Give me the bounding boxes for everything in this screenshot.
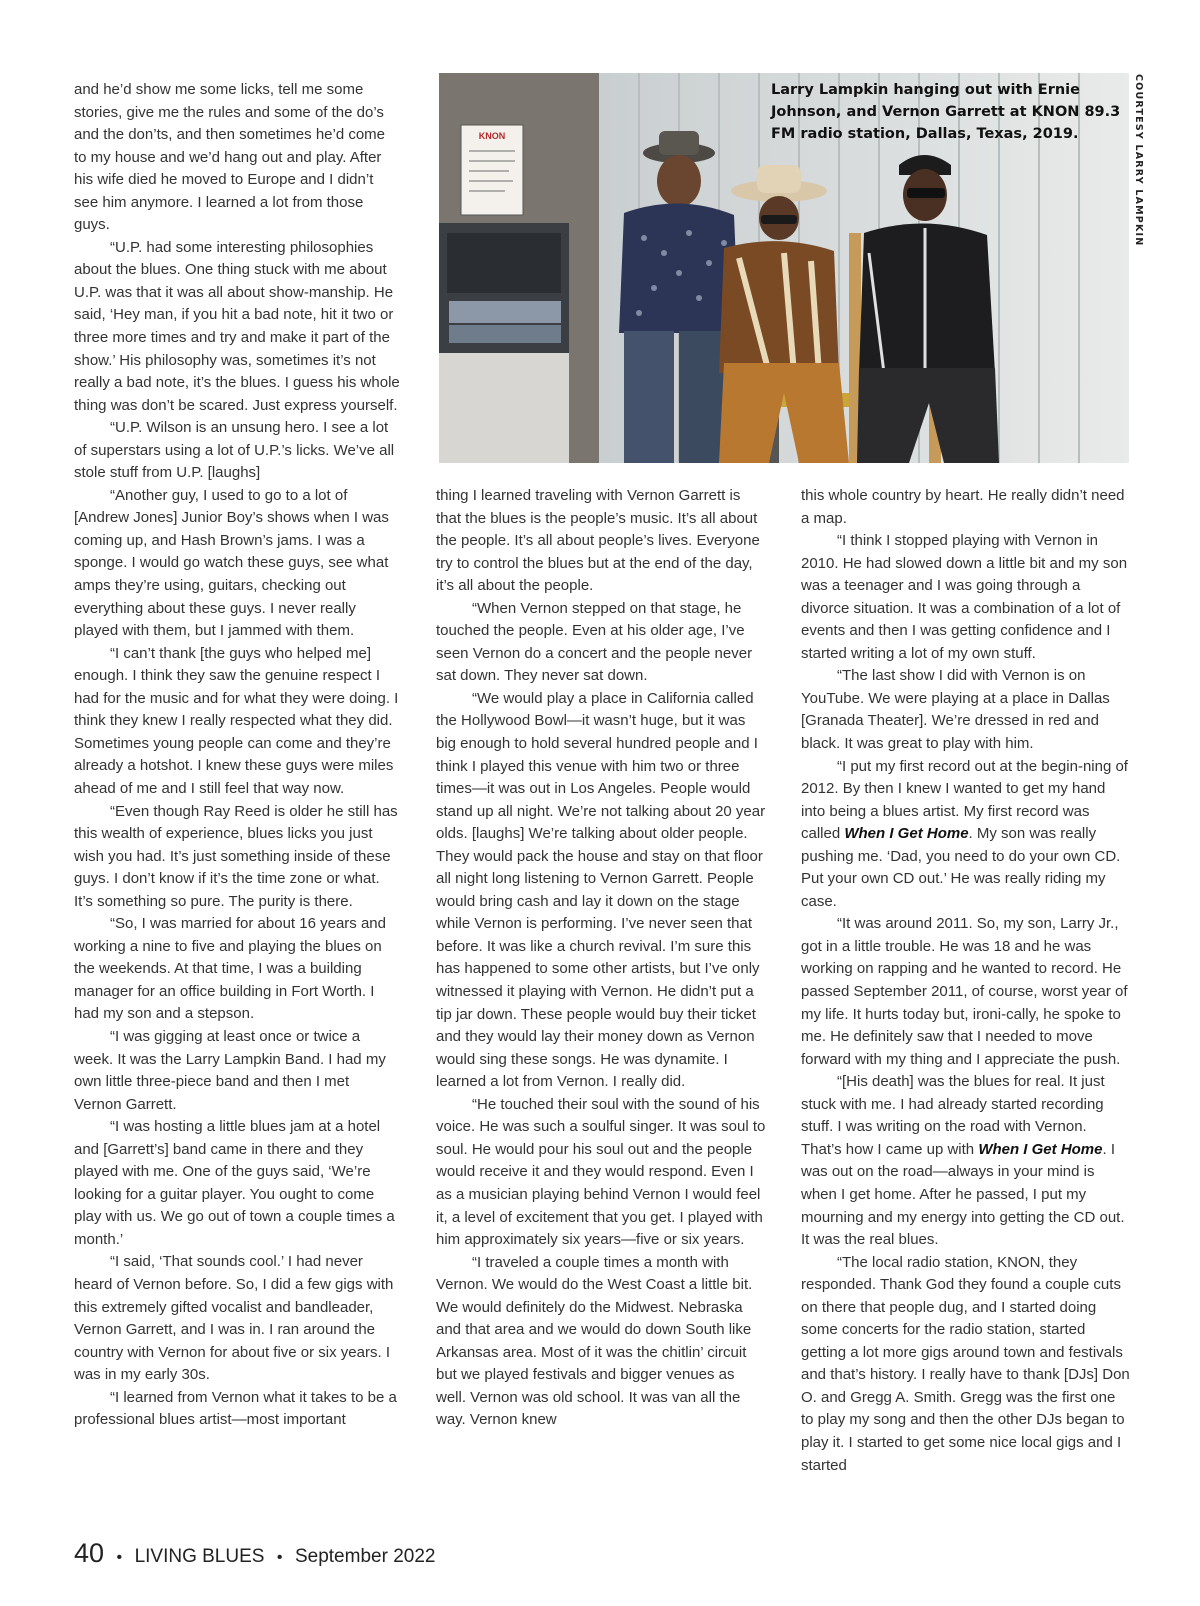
folio-bullet: •: [116, 1549, 123, 1566]
article-paragraph: [74, 485, 400, 643]
paragraph-text: “I traveled a couple times a month with Vernon. We would do the West Coast a little bit. We would definitely do the Midwest. Nebraska and that area and we would do down South like Arkansas area. Most of it was the chitlin’ circuit but we played festivals and bigger venues as well. Vernon was old school. It was van all the way. Vernon knew: [436, 1253, 753, 1429]
article-paragraph: [436, 1094, 766, 1252]
album-title: When I Get Home: [978, 1140, 1103, 1158]
article-paragraph: [801, 1071, 1131, 1251]
article-paragraph: [436, 1252, 766, 1432]
page-number: 40: [74, 1538, 105, 1568]
paragraph-text: “I said, ‘That sounds cool.’ I had never heard of Vernon before. So, I did a few gigs with this extremely gifted vocalist and bandleader, Vernon Garrett, and I was in. I ran around the country with Vernon for about five or six years. I was in my early 30s.: [74, 1253, 394, 1384]
article-paragraph: [74, 1116, 400, 1251]
photo-caption: Larry Lampkin hanging out with Ernie Johnson, and Vernon Garrett at KNON 89.3 FM radio station, Dallas, Texas, 2019.: [771, 82, 1121, 142]
article-paragraph: [74, 1026, 400, 1116]
paragraph-text: “U.P. had some interesting philosophies about the blues. One thing stuck with me about U.P. was that it was all about show-manship. He said, ‘Hey man, if you hit a bad note, hit it two or three more times and try and make it part of the show.’ His philosophy was, sometimes it’s not really a bad note, it’s the blues. I guess his whole thing was don’t be scared. Just express yourself.: [74, 238, 400, 414]
paragraph-text: . My son was really pushing me. ‘Dad, you need to do your own CD. Put your own CD out.’ He was really riding my case.: [801, 825, 1121, 910]
folio-bullet: •: [276, 1549, 283, 1566]
article-paragraph: [801, 756, 1131, 914]
paragraph-text: “We would play a place in California called the Hollywood Bowl—it wasn’t huge, but it was big enough to hold several hundred people and I think I played this venue with him two or three times—it was out in Los Angeles. People would stand up all night. We’re not talking about 20 year olds. [laughs] We’re talking about older people. They would pack the house and stay on that floor all night long listening to Vernon Garrett. People would bring cash and lay it down on the stage while Vernon is performing. I’ve never seen that before. It was like a church revival. I’m sure this has happened to some other artists, but I’ve only witnessed it playing with Vernon. He didn’t put a tip jar down. These people would buy their ticket and they would lay their money down as Vernon would sing these songs. He was dynamite. I learned a lot from Vernon. I really did.: [436, 689, 766, 1091]
article-paragraph: [74, 801, 400, 914]
article-paragraph: [74, 643, 400, 801]
article-paragraph: [74, 79, 400, 237]
page-folio: [74, 1538, 435, 1569]
issue-date: September 2022: [294, 1546, 436, 1567]
paragraph-text: “I put my first record out at the begin-ning of 2012. By then I knew I wanted to get my hand into being a blues artist. My first record was called: [801, 757, 1128, 843]
paragraph-text: “I think I stopped playing with Vernon in 2010. He had slowed down a little bit and my son was a teenager and I was going through a divorce situation. It was a combination of a lot of events and then I was getting confidence and I started writing a lot of my own stuff.: [801, 532, 1128, 662]
article-paragraph: [801, 1252, 1131, 1477]
paragraph-text: “I was hosting a little blues jam at a hotel and [Garrett’s] band came in there and they played with me. One of the guys said, ‘We’re looking for a guitar player. You ought to come play with us. We go out of town a couple times a month.’: [74, 1118, 395, 1248]
paragraph-text: and he’d show me some licks, tell me some stories, give me the rules and some of the do’s and the don’ts, and then sometimes he’d come to my house and we’d hang out and play. After his wife died he moved to Europe and I didn’t see him anymore. I learned a lot from those guys.: [74, 81, 386, 234]
article-paragraph: [74, 237, 400, 417]
article-paragraph: [436, 485, 766, 598]
paragraph-text: “It was around 2011. So, my son, Larry Jr., got in a little trouble. He was 18 and he was working on rapping and he wanted to record. He passed September 2011, of course, worst year of my life. It hurts today but, ironi-cally, he spoke to me. He definitely saw that I needed to move forward with my thing and I appreciate the push.: [801, 915, 1128, 1068]
article-paragraph: [74, 913, 400, 1026]
article-column-3: [801, 485, 1131, 1477]
paragraph-text: “I learned from Vernon what it takes to be a professional blues artist—most important: [74, 1388, 397, 1429]
article-paragraph: [436, 598, 766, 688]
photo-credit: COURTESY LARRY LAMPKIN: [1133, 74, 1144, 247]
album-title: When I Get Home: [844, 825, 969, 843]
article-paragraph: [801, 530, 1131, 665]
article-column-1: [74, 79, 400, 1432]
paragraph-text: “The local radio station, KNON, they responded. Thank God they found a couple cuts on there that people dug, and I started doing some concerts for the radio station, started getting a lot more gigs around town and festivals and that’s history. I really have to thank [DJs] Don O. and Gregg A. Smith. Gregg was the first one to play my song and then the other DJs began to play it. I started to get some nice local gigs and I started: [801, 1253, 1130, 1474]
paragraph-text: thing I learned traveling with Vernon Garrett is that the blues is the people’s music. It’s all about the people. It’s all about people’s lives. Everyone try to control the blues but at the end of the day, it’s all about the people.: [436, 487, 760, 595]
paragraph-text: “U.P. Wilson is an unsung hero. I see a lot of superstars using a lot of U.P.’s licks. We’ve all stole stuff from U.P. [laughs]: [74, 419, 395, 482]
magazine-name: LIVING BLUES: [134, 1546, 265, 1567]
paragraph-text: “[His death] was the blues for real. It just stuck with me. I had already started recording stuff. I was writing on the road with Vernon. That’s how I came up with: [801, 1073, 1105, 1158]
paragraph-text: “When Vernon stepped on that stage, he touched the people. Even at his older age, I’ve seen Vernon do a concert and the people never sat down. They never sat down.: [436, 599, 753, 685]
article-paragraph: [801, 913, 1131, 1071]
paragraph-text: “The last show I did with Vernon is on YouTube. We were playing at a place in Dallas [Granada Theater]. We’re dressed in red and black. It was great to play with him.: [801, 667, 1110, 753]
paragraph-text: “So, I was married for about 16 years and working a nine to five and playing the blues on the weekends. At that time, I was a building manager for an office building in Fort Worth. I had my son and a stepson.: [74, 915, 386, 1023]
paragraph-text: this whole country by heart. He really didn’t need a map.: [801, 487, 1125, 527]
paragraph-text: “I can’t thank [the guys who helped me] enough. I think they saw the genuine respect I had for the music and for what they were doing. I think they knew I really respected what they did. Sometimes young people can come and they’re already a hotshot. I knew these guys were miles ahead of me and I still feel that way now.: [74, 644, 399, 797]
article-paragraph: [74, 1251, 400, 1386]
article-paragraph: [74, 417, 400, 485]
article-paragraph: [436, 688, 766, 1094]
paragraph-text: “Even though Ray Reed is older he still has this wealth of experience, blues licks you just wish you had. It’s just something inside of these guys. I don’t know if it’s the time zone or what. It’s something so pure. The purity is there.: [74, 802, 398, 910]
paragraph-text: “Another guy, I used to go to a lot of [Andrew Jones] Junior Boy’s shows when I was coming up, and Hash Brown’s jams. I was a sponge. I would go watch these guys, see what amps they’re using, guitars, checking out everything about these guys. I never really played with them, but I jammed with them.: [74, 486, 389, 640]
article-paragraph: [801, 665, 1131, 755]
article-paragraph: [801, 485, 1131, 530]
paragraph-text: “I was gigging at least once or twice a week. It was the Larry Lampkin Band. I had my own little three-piece band and then I met Vernon Garrett.: [74, 1027, 386, 1113]
article-column-2: [436, 485, 766, 1432]
article-paragraph: [74, 1387, 400, 1432]
paragraph-text: “He touched their soul with the sound of his voice. He was such a soulful singer. It was soul to soul. He would pour his soul out and the people would receive it and they would respond. Even I as a musician playing behind Vernon I would feel it, a level of excitement that you get. I played with him approximately six years—five or six years.: [436, 1095, 766, 1249]
paragraph-text: . I was out on the road—always in your mind is when I get home. After he passed, I put my mourning and my energy into getting the CD out. It was the real blues.: [801, 1140, 1125, 1249]
knon-sign: KNON: [478, 131, 506, 141]
